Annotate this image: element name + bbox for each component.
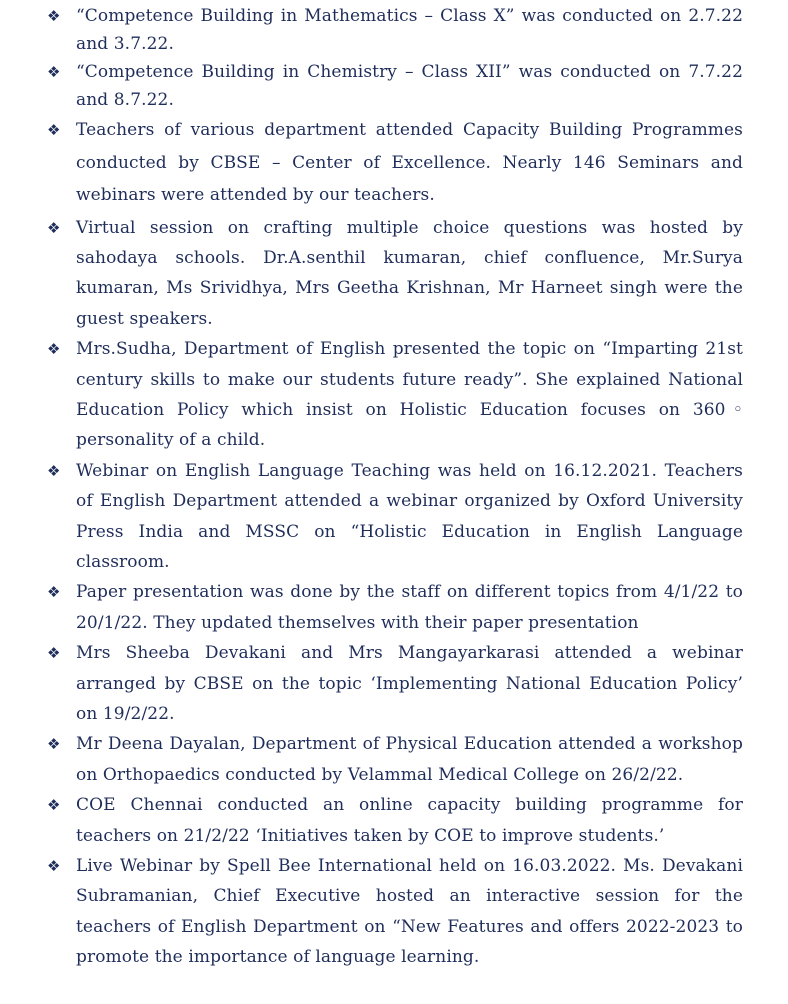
activity-bullet-list: [0, 2, 788, 973]
diamond-bullet-icon: ❖: [47, 857, 61, 876]
diamond-bullet-icon: ❖: [47, 796, 61, 815]
list-item-text: Mrs Sheeba Devakani and Mrs Mangayarkarasi attended a webinar arranged by CBSE on the topic ‘Implementing National Education Policy’ on 19/2/22.: [76, 643, 743, 724]
diamond-bullet-icon: ❖: [47, 340, 61, 359]
list-item-text: “Competence Building in Chemistry – Class XII” was conducted on 7.7.22 and 8.7.22.: [76, 62, 743, 110]
list-item-text: Mr Deena Dayalan, Department of Physical Education attended a workshop on Orthopaedics conducted by Velammal Medical College on 26/2/22.: [76, 734, 743, 785]
list-item: [0, 213, 788, 335]
diamond-bullet-icon: ❖: [47, 735, 61, 754]
list-item-text: Webinar on English Language Teaching was held on 16.12.2021. Teachers of English Department attended a webinar organized by Oxford University Press India and MSSC on “Holistic Education in English Language classroom.: [76, 460, 743, 572]
list-item: [0, 790, 788, 851]
list-item: [0, 851, 788, 973]
diamond-bullet-icon: ❖: [47, 121, 61, 139]
list-item: [0, 114, 788, 212]
list-item-text: Teachers of various department attended Capacity Building Programmes conducted by CBSE – Center of Excellence. Nearly 146 Seminars and webinars were attended by our teachers.: [76, 120, 743, 205]
list-item: [0, 334, 788, 456]
diamond-bullet-icon: ❖: [47, 583, 61, 602]
diamond-bullet-icon: ❖: [47, 644, 61, 663]
diamond-bullet-icon: ❖: [47, 461, 61, 480]
list-item-text: Paper presentation was done by the staff on different topics from 4/1/22 to 20/1/22. They updated themselves with their paper presentation: [76, 582, 743, 633]
list-item-text: Live Webinar by Spell Bee International held on 16.03.2022. Ms. Devakani Subramanian, Chief Executive hosted an interactive session for the teachers of English Department on “New Features and offers 2022-2023 to promote the importance of language learning.: [76, 856, 743, 968]
list-item-text: Mrs.Sudha, Department of English presented the topic on “Imparting 21st century skills to make our students future ready”. She explained National Education Policy which insist on Holistic Education focuses on 360◦ personality of a child.: [76, 339, 743, 451]
diamond-bullet-icon: ❖: [47, 63, 61, 81]
diamond-bullet-icon: ❖: [47, 218, 61, 237]
list-item: [0, 729, 788, 790]
list-item: [0, 58, 788, 114]
list-item-text: “Competence Building in Mathematics – Class X” was conducted on 2.7.22 and 3.7.22.: [76, 6, 743, 54]
list-item: [0, 638, 788, 729]
list-item: [0, 456, 788, 578]
list-item: [0, 2, 788, 58]
diamond-bullet-icon: ❖: [47, 7, 61, 25]
list-item-text: Virtual session on crafting multiple choice questions was hosted by sahodaya schools. Dr.A.senthil kumaran, chief confluence, Mr.Surya kumaran, Ms Srividhya, Mrs Geetha Krishnan, Mr Harneet singh were the guest speakers.: [76, 217, 743, 329]
list-item: [0, 577, 788, 638]
list-item-text: COE Chennai conducted an online capacity building programme for teachers on 21/2/22 ‘Initiatives taken by COE to improve students.’: [76, 795, 743, 846]
